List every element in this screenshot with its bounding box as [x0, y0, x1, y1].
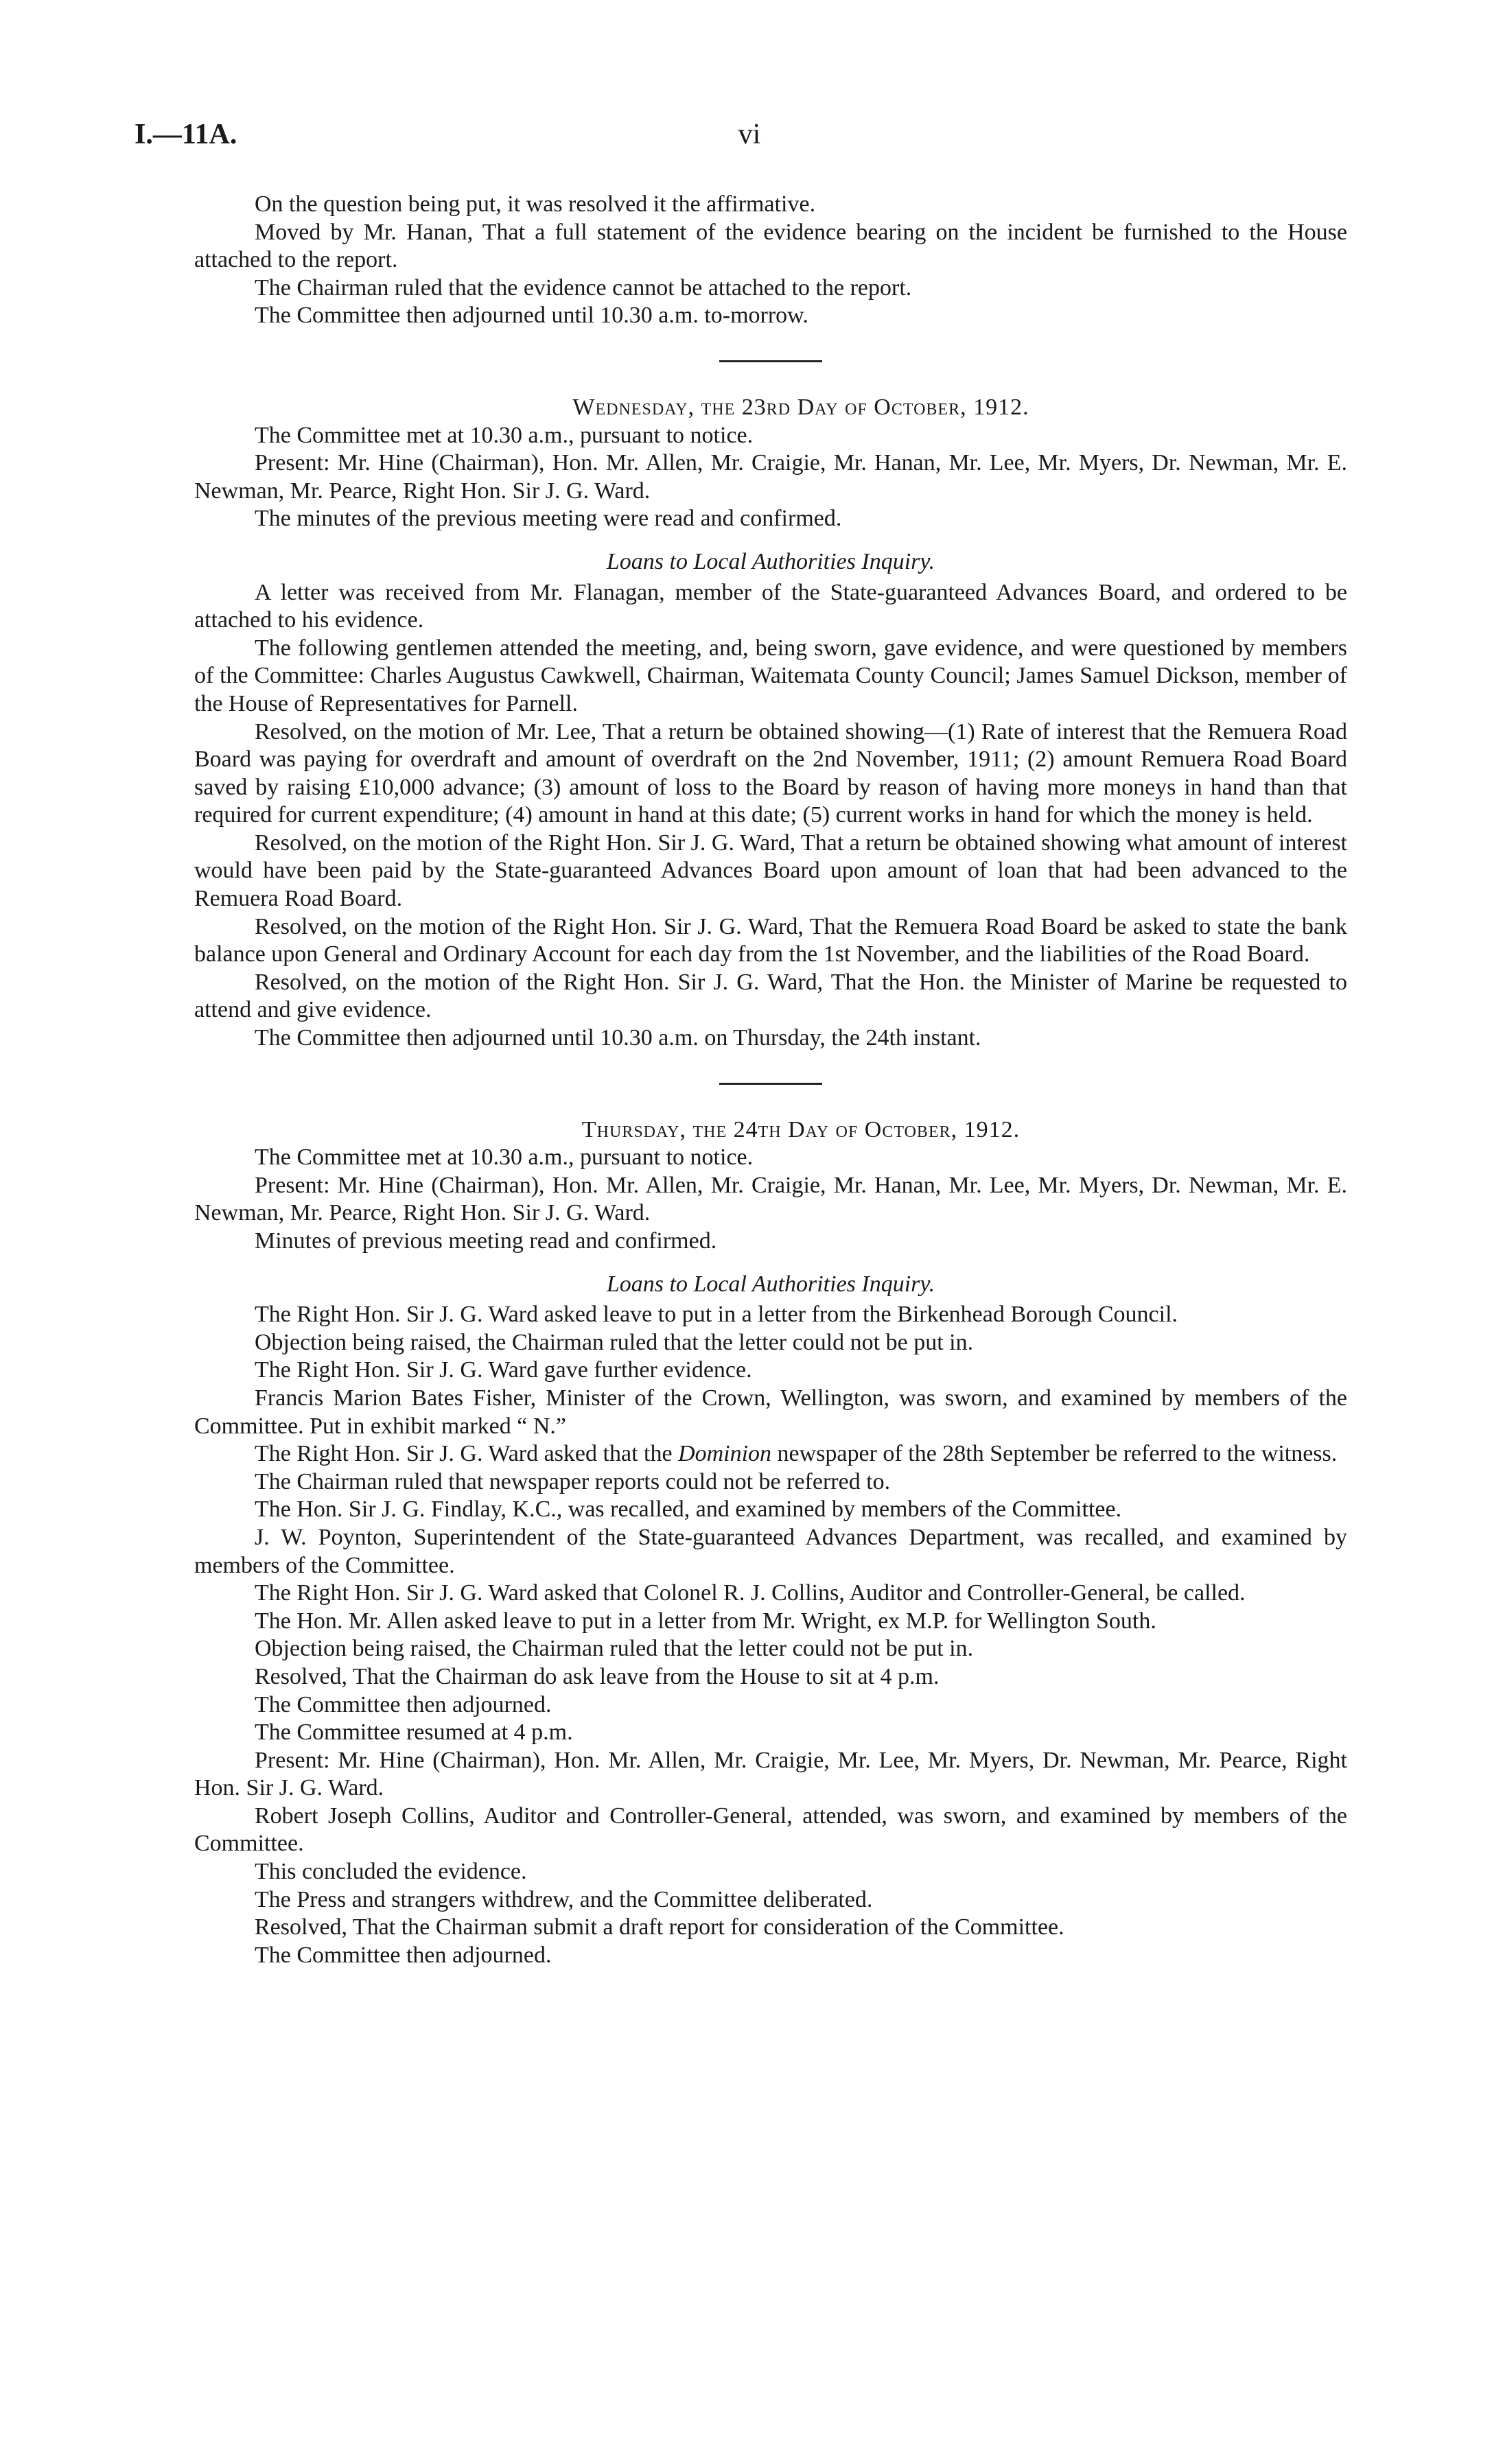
page-header [135, 118, 1364, 159]
inquiry-subheading: Loans to Local Authorities Inquiry. [606, 548, 935, 574]
paragraph: Objection being raised, the Chairman ruled that the letter could not be put in. [255, 1329, 974, 1355]
document-reference: I.—11A. [135, 119, 237, 150]
paragraph: The Hon. Sir J. G. Findlay, K.C., was recalled, and examined by members of the Committee. [255, 1497, 1122, 1523]
paragraph: A letter was received from Mr. Flanagan, member of the State-guaranteed Advances Board, and ordered to be attached to his evidence. [194, 579, 1347, 633]
paragraph: The Committee met at 10.30 a.m., pursuant to notice. [255, 422, 754, 448]
paragraph: The Chairman ruled that the evidence cannot be attached to the report. [255, 274, 912, 301]
paragraph: The Committee then adjourned. [255, 1691, 552, 1717]
paragraph: The Right Hon. Sir J. G. Ward asked that Colonel R. J. Collins, Auditor and Controller-General, be called. [255, 1580, 1246, 1606]
paragraph: The Press and strangers withdrew, and the Committee deliberated. [255, 1886, 873, 1912]
paragraph: Resolved, That the Chairman submit a draft report for consideration of the Committee. [255, 1914, 1064, 1940]
paragraph: Francis Marion Bates Fisher, Minister of the Crown, Wellington, was sworn, and examined by members of the Committee. Put in exhibit marked “ N.” [194, 1385, 1347, 1439]
paragraph: The Committee then adjourned. [255, 1942, 552, 1968]
day-heading: Wednesday, the 23rd Day of October, 1912. [572, 394, 1029, 420]
paragraph: The Committee then adjourned until 10.30 a.m. on Thursday, the 24th instant. [255, 1025, 981, 1051]
text-run: The Right Hon. Sir J. G. Ward asked that the [255, 1441, 679, 1467]
paragraph: The Chairman ruled that newspaper reports could not be referred to. [255, 1468, 891, 1494]
day-heading: Thursday, the 24th Day of October, 1912. [581, 1116, 1021, 1142]
paragraph: Resolved, on the motion of the Right Hon. Sir J. G. Ward, That the Hon. the Minister of Marine be requested to attend and give evidence. [194, 969, 1347, 1023]
paragraph: This concluded the evidence. [255, 1859, 527, 1885]
paragraph: Robert Joseph Collins, Auditor and Controller-General, attended, was sworn, and examined by members of the Committee. [194, 1803, 1347, 1857]
paragraph: The Committee resumed at 4 p.m. [255, 1720, 573, 1746]
paragraph: Moved by Mr. Hanan, That a full statement of the evidence bearing on the incident be furnished to the House attached to the report. [194, 219, 1347, 273]
paragraph: Resolved, on the motion of the Right Hon. Sir J. G. Ward, That a return be obtained showing what amount of interest would have been paid by the State-guaranteed Advances Board upon amount of loan that had been advanced to the Remuera Road Board. [194, 830, 1347, 912]
paragraph: J. W. Poynton, Superintendent of the State-guaranteed Advances Department, was recalled, and examined by members of the Committee. [194, 1524, 1347, 1578]
newspaper-title: Dominion [678, 1441, 772, 1467]
section-divider [719, 1083, 822, 1085]
paragraph: The Right Hon. Sir J. G. Ward gave further evidence. [255, 1357, 752, 1383]
paragraph: Minutes of previous meeting read and confirmed. [255, 1228, 717, 1254]
paragraph: On the question being put, it was resolved it the affirmative. [255, 191, 816, 217]
paragraph-dominion [194, 1440, 1347, 1468]
paragraph: The Hon. Mr. Allen asked leave to put in a letter from Mr. Wright, ex M.P. for Wellington South. [255, 1608, 1156, 1634]
minutes-content [194, 191, 1347, 1969]
paragraph: The Right Hon. Sir J. G. Ward asked leave to put in a letter from the Birkenhead Borough Council. [255, 1302, 1178, 1328]
paragraph: Present: Mr. Hine (Chairman), Hon. Mr. Allen, Mr. Craigie, Mr. Hanan, Mr. Lee, Mr. Myers, Dr. Newman, Mr. E. Newman, Mr. Pearce, Right Hon. Sir J. G. Ward. [194, 450, 1347, 504]
text-run: newspaper of the 28th September be referred to the witness. [771, 1441, 1338, 1467]
paragraph: Objection being raised, the Chairman ruled that the letter could not be put in. [255, 1636, 974, 1662]
paragraph: The following gentlemen attended the meeting, and, being sworn, gave evidence, and were questioned by members of the Committee: Charles Augustus Cawkwell, Chairman, Waitemata County Council; James Samuel Dickson, member of the House of Representatives for Parnell. [194, 635, 1347, 716]
paragraph: The Committee then adjourned until 10.30 a.m. to-morrow. [255, 303, 809, 329]
inquiry-subheading: Loans to Local Authorities Inquiry. [606, 1271, 935, 1297]
paragraph: Present: Mr. Hine (Chairman), Hon. Mr. Allen, Mr. Craigie, Mr. Hanan, Mr. Lee, Mr. Myers, Dr. Newman, Mr. E. Newman, Mr. Pearce, Right Hon. Sir J. G. Ward. [194, 1172, 1347, 1226]
paragraph: The minutes of the previous meeting were read and confirmed. [255, 506, 842, 532]
section-divider [719, 360, 822, 362]
paragraph: Resolved, That the Chairman do ask leave from the House to sit at 4 p.m. [255, 1663, 940, 1689]
paragraph: Present: Mr. Hine (Chairman), Hon. Mr. Allen, Mr. Craigie, Mr. Lee, Mr. Myers, Dr. Newman, Mr. Pearce, Right Hon. Sir J. G. Ward. [194, 1747, 1347, 1801]
paragraph: The Committee met at 10.30 a.m., pursuant to notice. [255, 1145, 754, 1171]
paragraph: Resolved, on the motion of the Right Hon. Sir J. G. Ward, That the Remuera Road Board be asked to state the bank balance upon General and Ordinary Account for each day from the 1st November, and the liabilities of the Road Board. [194, 913, 1347, 967]
page-number: vi [738, 119, 761, 150]
paragraph: Resolved, on the motion of Mr. Lee, That a return be obtained showing—(1) Rate of interest that the Remuera Road Board was paying for overdraft and amount of overdraft on the 2nd November, 1911; (2) amount Remuera Road Board saved by raising £10,000 advance; (3) amount of loss to the Board by reason of having more moneys in hand than that required for current expenditure; (4) amount in hand at this date; (5) current works in hand for which the money is held. [194, 718, 1347, 828]
